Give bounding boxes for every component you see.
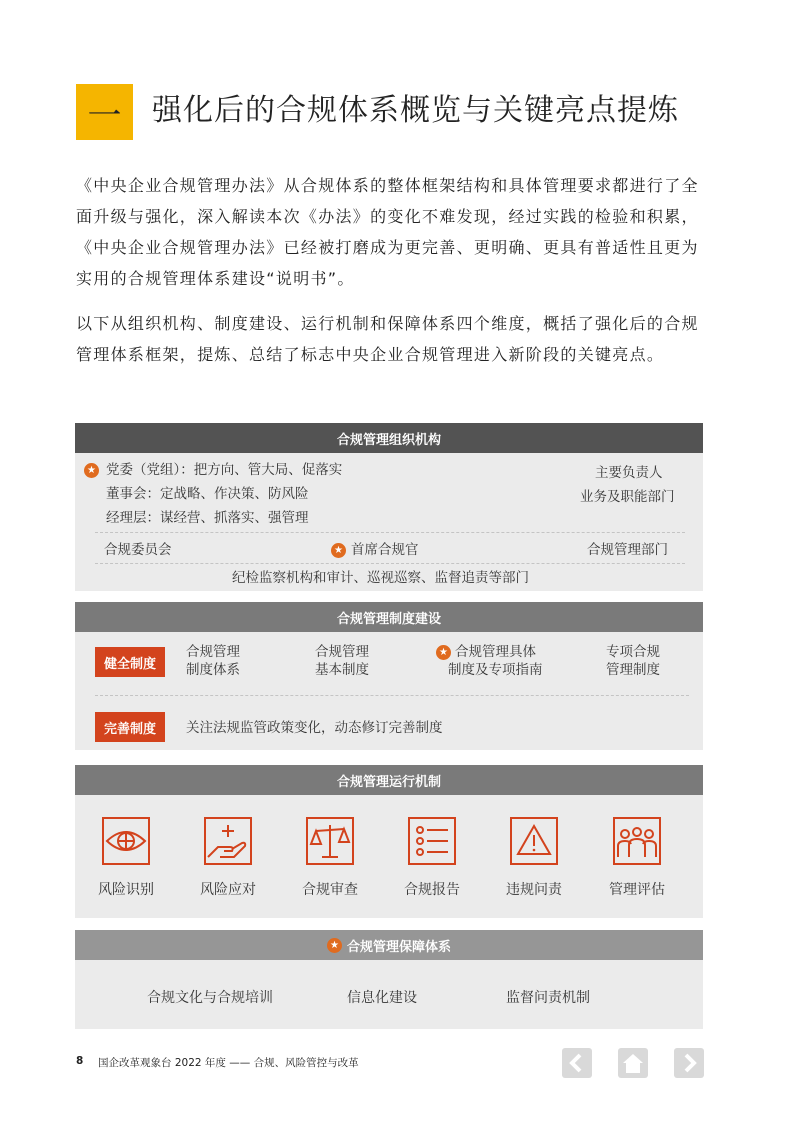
improve-system-text: 关注法规监管政策变化，动态修订完善制度 (186, 720, 443, 736)
divider (95, 695, 689, 696)
star-icon (327, 938, 342, 953)
mechanism-item-compliance-report (382, 817, 482, 899)
intro-paragraph: 《中央企业合规管理办法》从合规体系的整体框架结构和具体管理要求都进行了全面升级与强化，深入解读本次《办法》的变化不难发现，经过实践的检验和积累，《中央企业合规管理办法》已经被打磨成为更完善、更明确、更具有普适性且更为实用的合规管理体系建设“说明书”。 (76, 176, 699, 288)
page-number: 8 (76, 1055, 84, 1067)
divider (95, 532, 685, 533)
party-committee-text: 党委（党组）：把方向、管大局、促落实 (106, 462, 343, 478)
mechanism-item-risk-identification (76, 817, 176, 899)
star-icon (84, 463, 99, 478)
system-item-4-line2: 管理制度 (606, 662, 660, 678)
mechanism-item-management-evaluation (587, 817, 687, 899)
system-section-header (75, 602, 703, 632)
mechanism-label: 风险识别 (98, 882, 154, 898)
list-report-icon (408, 817, 456, 865)
system-item-4-line1: 专项合规 (606, 644, 660, 660)
compliance-dept-text: 合规管理部门 (587, 542, 668, 558)
mechanism-item-compliance-review (280, 817, 380, 899)
mechanism-label: 合规报告 (404, 882, 460, 898)
next-page-button[interactable] (674, 1048, 704, 1078)
guarantee-item-supervision: 监督问责机制 (506, 990, 590, 1006)
supervision-text: 纪检监察机构和审计、巡视巡察、监督追责等部门 (232, 570, 529, 586)
mechanism-label: 合规审查 (302, 882, 358, 898)
mechanism-item-risk-response (178, 817, 278, 899)
compliance-committee-text: 合规委员会 (104, 542, 172, 558)
mechanism-section-body (75, 795, 703, 918)
sound-system-tag (95, 647, 165, 677)
chevron-left-icon (562, 1048, 592, 1078)
people-icon (613, 817, 661, 865)
mechanism-label: 违规问责 (506, 882, 562, 898)
star-icon (436, 645, 451, 660)
system-section-body (75, 632, 703, 750)
eye-target-icon (102, 817, 150, 865)
prev-page-button[interactable] (562, 1048, 592, 1078)
org-section-body (75, 453, 703, 591)
sound-system-tag-label: 健全制度 (103, 656, 156, 672)
chief-compliance-officer-text: 首席合规官 (351, 542, 419, 558)
hand-plus-icon (204, 817, 252, 865)
system-item-2-line2: 基本制度 (315, 662, 369, 678)
improve-system-tag (95, 712, 165, 742)
divider (95, 563, 685, 564)
system-item-3-line2: 制度及专项指南 (448, 662, 543, 678)
business-dept-text: 业务及职能部门 (580, 489, 675, 505)
star-icon (331, 543, 346, 558)
home-icon (618, 1048, 648, 1078)
mechanism-section-title: 合规管理运行机制 (336, 774, 441, 790)
page-title: 强化后的合规体系概览与关键亮点提炼 (152, 93, 679, 128)
improve-system-tag-label: 完善制度 (103, 721, 156, 737)
overview-paragraph: 以下从组织机构、制度建设、运行机制和保障体系四个维度，概括了强化后的合规管理体系框架，提炼、总结了标志中央企业合规管理进入新阶段的关键亮点。 (76, 314, 699, 364)
guarantee-item-it: 信息化建设 (347, 990, 417, 1006)
chief-leader-text: 主要负责人 (595, 465, 663, 481)
system-item-1-line1: 合规管理 (186, 644, 240, 660)
management-text: 经理层：谋经营、抓落实、强管理 (106, 510, 309, 526)
system-section-title: 合规管理制度建设 (336, 611, 441, 627)
mechanism-section-header (75, 765, 703, 795)
footer-text: 国企改革观象台 2022 年度 —— 合规、风险管控与改革 (98, 1057, 359, 1069)
mechanism-item-violation-accountability (484, 817, 584, 899)
scales-icon (306, 817, 354, 865)
warning-icon (510, 817, 558, 865)
system-item-2-line1: 合规管理 (315, 644, 369, 660)
section-number-box (76, 84, 133, 140)
system-item-3-line1: 合规管理具体 (455, 644, 536, 660)
guarantee-section-body (75, 960, 703, 1029)
chevron-right-icon (674, 1048, 704, 1078)
mechanism-label: 管理评估 (609, 882, 665, 898)
guarantee-section-title: 合规管理保障体系 (346, 939, 451, 955)
mechanism-label: 风险应对 (200, 882, 256, 898)
board-text: 董事会：定战略、作决策、防风险 (106, 486, 309, 502)
system-item-1-line2: 制度体系 (186, 662, 240, 678)
guarantee-section-header (75, 930, 703, 960)
org-section-title: 合规管理组织机构 (336, 432, 441, 448)
section-number: 一 (87, 95, 122, 136)
guarantee-item-culture: 合规文化与合规培训 (147, 990, 273, 1006)
home-button[interactable] (618, 1048, 648, 1078)
org-section-header (75, 423, 703, 453)
